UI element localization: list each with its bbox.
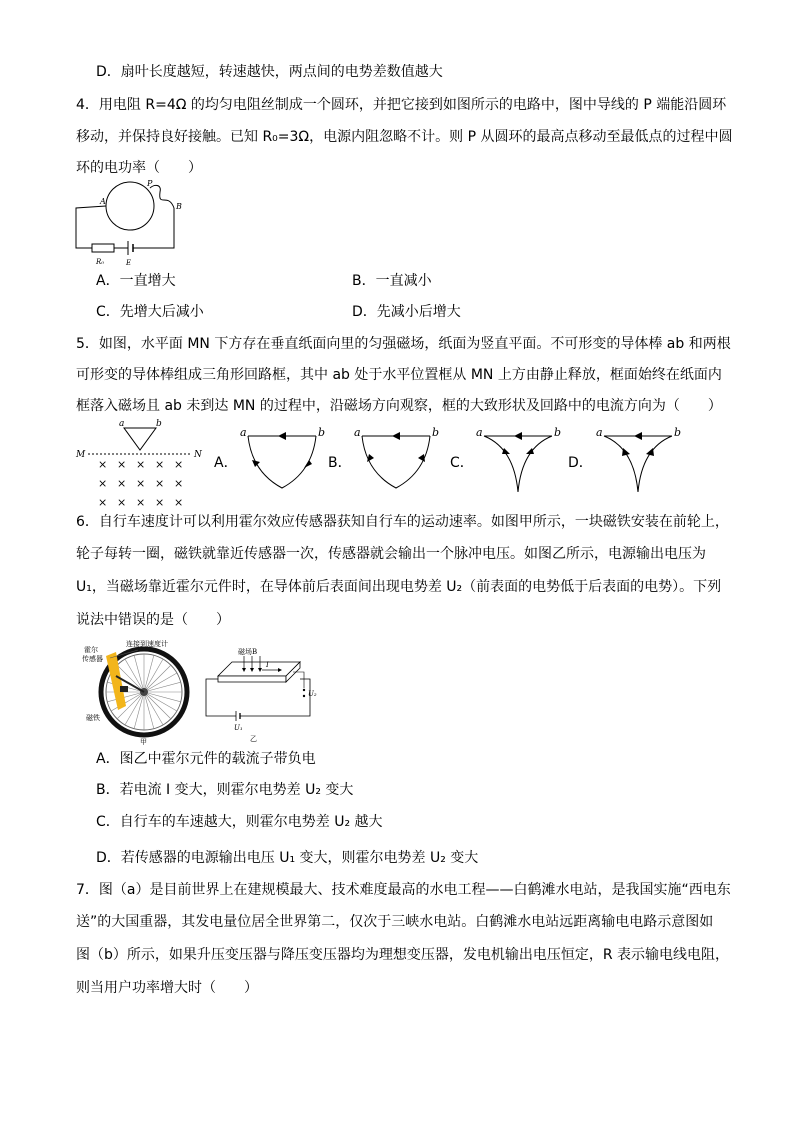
label-sensor-1: 霍尔 (84, 646, 98, 654)
label-a: A (100, 197, 106, 206)
q4-option-a: A．一直增大 (96, 273, 176, 289)
label-a: a (354, 426, 361, 439)
label-a: a (119, 419, 125, 429)
field-cross: × (136, 458, 146, 471)
q7-stem-line4: 则当用户功率增大时（ ） (76, 980, 258, 996)
label-u1: U₁ (234, 724, 243, 732)
q6-stem-line3: U₁，当磁场靠近霍尔元件时，在导体前后表面间出现电势差 U₂（前表面的电势低于后表面的电势）。下列 (76, 579, 722, 595)
q4-stem-line1: 4．用电阻 R=4Ω 的均匀电阻丝制成一个圆环，并把它接到如图所示的电路中，图中导线的 P 端能沿圆环 (76, 97, 727, 113)
triangle-frame (124, 428, 156, 450)
label-b: b (156, 419, 162, 429)
q4-stem-line2: 移动，并保持良好接触。已知 R₀=3Ω，电源内阻忽略不计。则 P 从圆环的最高点移动至最低点的过程中圆 (76, 129, 733, 145)
label-magnet: 磁铁 (86, 714, 100, 722)
q5-option-c-label: C． (450, 455, 474, 471)
magnet-block (120, 686, 128, 692)
field-cross: × (98, 458, 108, 471)
q4-circuit-figure (70, 178, 190, 270)
label-connect: 连接到速度计 (126, 640, 168, 648)
field-cross: × (136, 496, 146, 509)
field-cross: × (174, 477, 184, 490)
q5-option-d-label: D． (568, 455, 593, 471)
ring (106, 182, 154, 230)
q3-option-d: D．扇叶长度越短，转速越快，两点间的电势差数值越大 (96, 64, 443, 80)
field-cross: × (155, 496, 165, 509)
q5-option-a-figure (234, 424, 330, 496)
field-cross: × (98, 496, 108, 509)
q5-option-a-label: A． (214, 455, 238, 471)
q6-hall-circuit-figure (200, 648, 330, 744)
wheel-spoke (144, 682, 181, 692)
field-cross: × (117, 477, 127, 490)
label-jia: 甲 (140, 738, 147, 746)
q4-option-c: C．先增大后减小 (96, 304, 204, 320)
q6-option-d: D．若传感器的电源输出电压 U₁ 变大，则霍尔电势差 U₂ 变大 (96, 850, 479, 866)
label-yi: 乙 (250, 735, 257, 743)
label-b: b (432, 426, 440, 439)
label-b: b (554, 426, 562, 439)
q5-option-d-figure (590, 424, 686, 496)
resistor-r0 (92, 244, 114, 252)
q5-option-b-label: B． (328, 455, 352, 471)
q6-option-b: B．若电流 I 变大，则霍尔电势差 U₂ 变大 (96, 782, 354, 798)
field-cross: × (174, 496, 184, 509)
field-cross: × (155, 477, 165, 490)
field-cross: × (117, 496, 127, 509)
field-cross: × (98, 477, 108, 490)
q6-stem-line4: 说法中错误的是（ ） (76, 612, 230, 628)
q5-stem-line2: 可形变的导体棒组成三角形回路框，其中 ab 处于水平位置框从 MN 上方由静止释放，框面始终在纸面内 (76, 367, 722, 383)
q6-bicycle-figure (80, 636, 190, 746)
label-n: N (194, 450, 202, 460)
q7-stem-line3: 图（b）所示，如果升压变压器与降压变压器均为理想变压器，发电机输出电压恒定，R 表示输电线电阻， (76, 947, 730, 963)
q7-stem-line2: 送”的大国重器，其发电量位居全世界第二，仅次于三峡水电站。白鹤滩水电站远距离输电电路示意图如 (76, 914, 714, 930)
label-m: M (76, 450, 86, 460)
field-crosses (98, 458, 183, 509)
label-a: a (596, 426, 603, 439)
label-sensor-2: 传感器 (82, 655, 103, 663)
label-a: a (240, 426, 247, 439)
field-cross: × (155, 458, 165, 471)
label-u2: U₂ (308, 690, 317, 698)
label-p: P (147, 179, 153, 188)
q5-stem-line1: 5．如图，水平面 MN 下方存在垂直纸面向里的匀强磁场，纸面为竖直平面。不可形变的导体棒 ab 和两根 (76, 336, 731, 352)
q6-stem-line2: 轮子每转一圈，磁铁就靠近传感器一次，传感器就会输出一个脉冲电压。如图乙所示，电源输出电压为 (76, 546, 706, 562)
q4-option-d: D．先减小后增大 (352, 304, 461, 320)
q4-stem-line3: 环的电功率（ ） (76, 160, 202, 176)
label-a: a (476, 426, 483, 439)
label-b: b (674, 426, 682, 439)
wheel-spoke (134, 692, 144, 729)
q5-option-c-figure (470, 424, 566, 496)
q5-field-figure (74, 418, 214, 510)
wheel-spoke (144, 692, 181, 702)
wheel-spoke (144, 692, 154, 729)
wheel-spoke (144, 655, 154, 692)
label-b: b (318, 426, 326, 439)
field-cross: × (117, 458, 127, 471)
q5-stem-line3: 框落入磁场且 ab 未到达 MN 的过程中，沿磁场方向观察，框的大致形状及回路中的电流方向为（ ） (76, 398, 722, 414)
q6-option-c: C．自行车的车速越大，则霍尔电势差 U₂ 越大 (96, 814, 383, 830)
q4-option-b: B．一直减小 (352, 273, 432, 289)
field-cross: × (174, 458, 184, 471)
label-field: 磁场B (238, 648, 258, 656)
q5-option-b-figure (348, 424, 444, 496)
q6-option-a: A．图乙中霍尔元件的载流子带负电 (96, 751, 316, 767)
q6-stem-line1: 6．自行车速度计可以利用霍尔效应传感器获知自行车的运动速率。如图甲所示，一块磁铁安装在前轮上， (76, 514, 729, 530)
label-e: E (126, 259, 132, 267)
field-cross: × (136, 477, 146, 490)
wheel-spoke (107, 692, 144, 702)
label-current: I (266, 661, 269, 669)
label-r0: R₀ (96, 258, 105, 266)
q7-stem-line1: 7．图（a）是目前世界上在建规模最大、技术难度最高的水电工程——白鹤滩水电站，是我国实施“西电东 (76, 882, 731, 898)
label-b: B (176, 202, 182, 211)
